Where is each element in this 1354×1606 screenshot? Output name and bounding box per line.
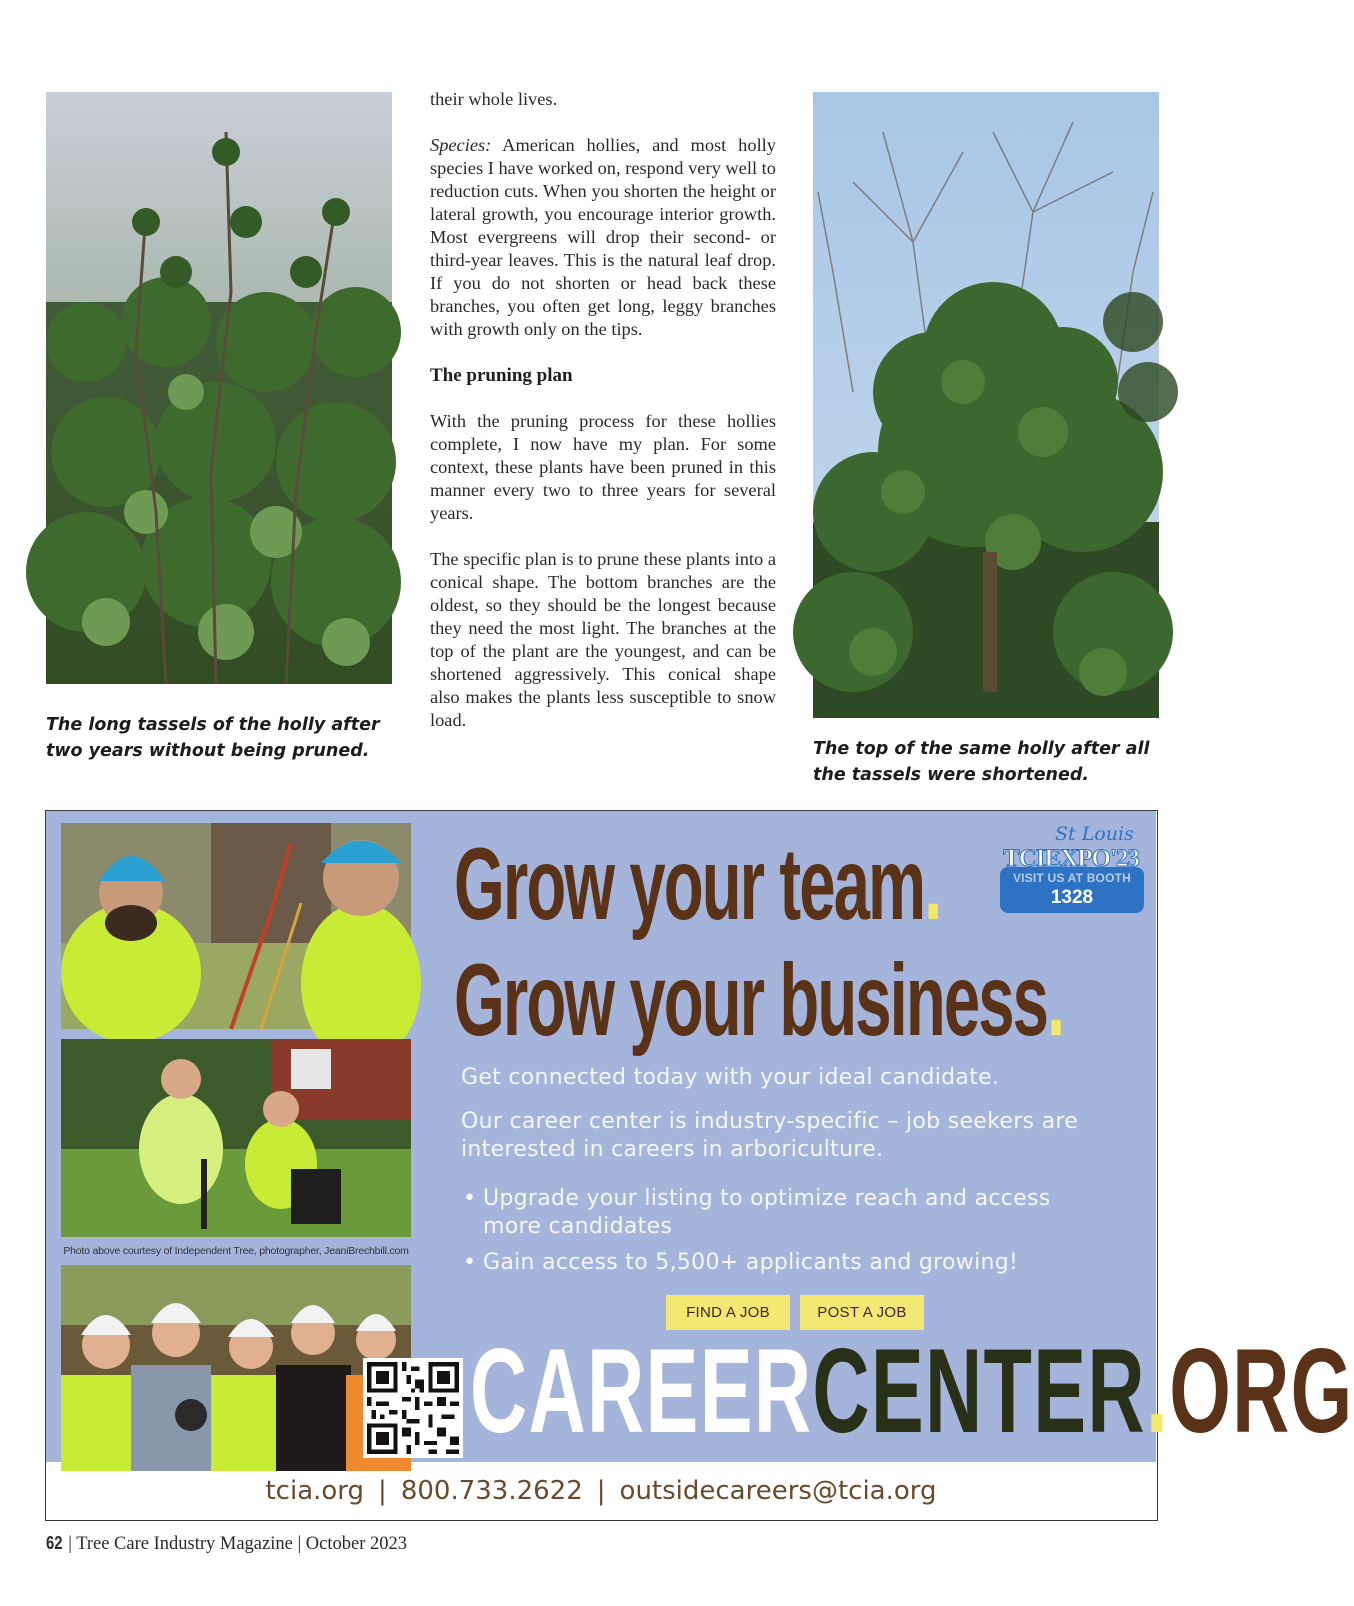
species-body: American hollies, and most holly species I have worked on, respond very well to reduction cuts. When you shorten the height or lateral growth, you encourage interior growth. Most evergreens will drop their second- or third-year leaves. This is the natural leaf drop. If you do not shorten or head back these branches, you often get long, leggy branches with growth only on the tips. — [430, 135, 776, 339]
ad-copy-career-center: Our career center is industry-specific – job seekers are interested in careers in arboriculture. — [461, 1109, 1079, 1162]
contact-website-link[interactable]: tcia.org — [265, 1476, 365, 1506]
arborist-crew-photo — [61, 1265, 411, 1471]
article-paragraph: their whole lives. — [430, 89, 558, 109]
contact-separator: | — [596, 1476, 606, 1506]
career-center-ad[interactable] — [45, 810, 1354, 1521]
qr-code[interactable] — [363, 1358, 463, 1458]
expo-city: St Louis — [1055, 823, 1134, 845]
expo-visit-label: VISIT US AT BOOTH — [1012, 871, 1132, 885]
holly-before-photo — [46, 92, 392, 684]
publication-line: | Tree Care Industry Magazine | October 2023 — [63, 1534, 407, 1554]
find-a-job-button[interactable]: FIND A JOB — [666, 1295, 790, 1330]
arborist-climbing-photo — [61, 823, 411, 1029]
ad-contact-bar — [46, 1462, 1156, 1520]
article-paragraph: The specific plan is to prune these plants into a conical shape. The bottom branches are the oldest, so they should be the longest because they need the most light. The branches at the top of the plant are the youngest, and can be shortened aggressively. This conical shape also makes the plants less susceptible to snow load. — [430, 549, 776, 730]
expo-booth-number: 1328 — [1050, 887, 1094, 908]
careercenter-url[interactable]: CAREERCENTER.ORG — [470, 1324, 1354, 1458]
holly-after-photo — [813, 92, 1159, 718]
headline-grow-business: Grow your business. — [454, 943, 1064, 1057]
contact-email-link[interactable]: outsidecareers@tcia.org — [619, 1476, 937, 1506]
page-number: 62 — [46, 1532, 63, 1553]
photo-caption-right: The top of the same holly after all the tassels were shortened. — [813, 739, 1150, 785]
ad-benefits-list — [461, 1185, 1101, 1285]
contact-phone[interactable]: 800.733.2622 — [400, 1476, 583, 1506]
expo-name: TCIEXPO'23 — [1003, 845, 1139, 872]
ad-benefit-item: • Gain access to 5,500+ applicants and growing! — [461, 1249, 1101, 1277]
article-paragraph: With the pruning process for these hollies complete, I now have my plan. For some context, these plants have been pruned in this manner every two to three years for several years. — [430, 411, 776, 523]
contact-separator: | — [378, 1476, 387, 1506]
post-a-job-button[interactable]: POST A JOB — [800, 1295, 924, 1330]
ad-copy-connect: Get connected today with your ideal candidate. — [461, 1065, 1000, 1090]
page-footer — [46, 1532, 407, 1555]
headline-grow-team: Grow your team. — [454, 827, 941, 941]
section-heading: The pruning plan — [430, 365, 573, 386]
photo-caption-left: The long tassels of the holly after two years without being pruned. — [46, 715, 380, 761]
species-lead: Species: — [430, 135, 492, 155]
article-column — [430, 88, 776, 755]
tci-expo-badge — [997, 823, 1145, 911]
article-paragraph-species — [430, 134, 776, 341]
photo-credit: Photo above courtesy of Independent Tree, photographer, JeaniBrechbill.com — [63, 1245, 409, 1257]
arborists-on-lawn-photo — [61, 1039, 411, 1237]
ad-panel — [46, 811, 1354, 1462]
ad-benefit-item: • Upgrade your listing to optimize reach and access more candidates — [461, 1185, 1101, 1241]
